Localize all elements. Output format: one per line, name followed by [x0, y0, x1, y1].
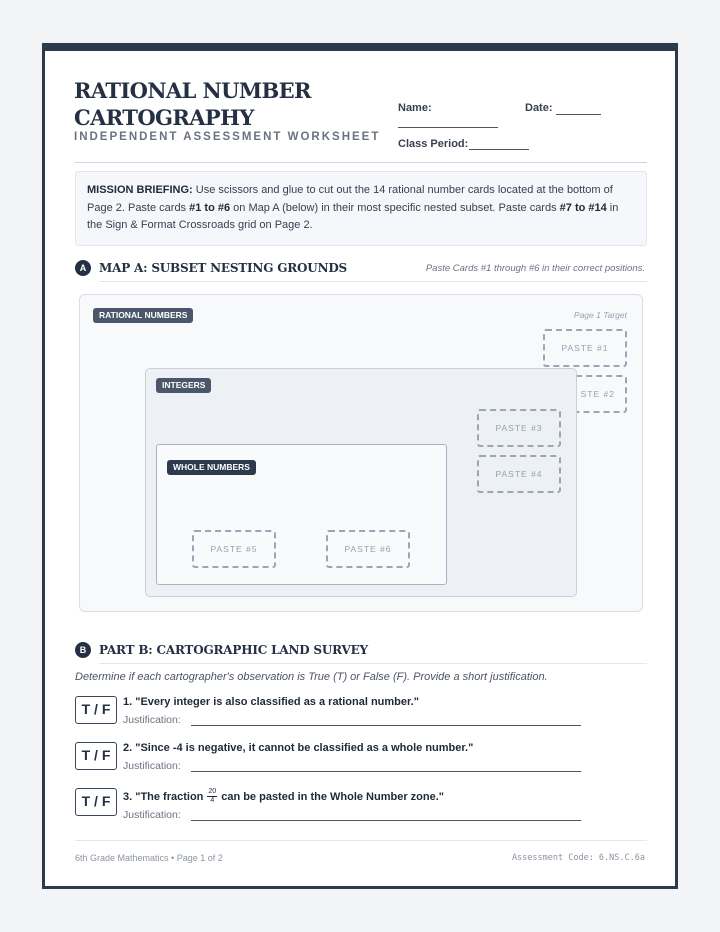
date-label: Date:	[525, 102, 553, 114]
paste-slot-1[interactable]: PASTE #1	[543, 329, 627, 367]
fraction	[207, 788, 217, 805]
tf-box-1[interactable]: T / F	[75, 696, 117, 724]
rational-numbers-tag: RATIONAL NUMBERS	[93, 308, 193, 323]
justification-label-2: Justification:	[123, 760, 181, 772]
section-a-note: Paste Cards #1 through #6 in their correct positions.	[425, 263, 645, 274]
class-period-field[interactable]	[469, 149, 529, 150]
section-a-badge: A	[75, 260, 91, 276]
paste-slot-3[interactable]: PASTE #3	[477, 409, 561, 447]
question-3-text-after: can be pasted in the Whole Number zone."	[221, 790, 445, 803]
paste-slot-6[interactable]: PASTE #6	[326, 530, 410, 568]
briefing-text-2: on Map A (below) in their most specific nested subset. Paste cards	[230, 201, 560, 214]
section-b-badge: B	[75, 642, 91, 658]
whole-numbers-tag: WHOLE NUMBERS	[167, 460, 256, 475]
question-3-text	[123, 788, 444, 805]
mission-briefing	[75, 171, 647, 246]
briefing-text-3: in the Sign & Format Crossroads grid on Page 2.	[87, 201, 619, 231]
justification-label-1: Justification:	[123, 714, 181, 726]
question-3-text-before: 3. "The fraction	[123, 790, 204, 803]
section-a-title: MAP A: SUBSET NESTING GROUNDS	[99, 261, 348, 275]
briefing-range-1: #1 to #6	[189, 201, 231, 214]
justification-field-1[interactable]	[191, 725, 581, 726]
briefing-range-2: #7 to #14	[559, 201, 607, 214]
name-label: Name:	[398, 102, 432, 114]
briefing-lead: MISSION BRIEFING:	[87, 184, 193, 196]
fraction-numerator: 20	[208, 788, 217, 795]
section-b-title: PART B: CARTOGRAPHIC LAND SURVEY	[99, 643, 368, 657]
worksheet-page	[42, 43, 678, 889]
footer-left: 6th Grade Mathematics • Page 1 of 2	[75, 853, 223, 863]
question-1-text: 1. "Every integer is also classified as a rational number."	[123, 696, 419, 708]
footer-right: Assessment Code: 6.NS.C.6a	[511, 853, 645, 863]
page-title: RATIONAL NUMBER CARTOGRAPHY	[74, 78, 311, 130]
page-subtitle: INDEPENDENT ASSESSMENT WORKSHEET	[74, 131, 381, 143]
header-divider	[75, 162, 647, 163]
page-target-note: Page 1 Target	[573, 310, 627, 320]
question-2-text: 2. "Since -4 is negative, it cannot be classified as a whole number."	[123, 742, 474, 754]
fraction-denominator: 4	[210, 797, 215, 804]
name-field[interactable]	[398, 127, 498, 128]
section-b-instructions: Determine if each cartographer's observation is True (T) or False (F). Provide a short justification.	[75, 671, 548, 683]
tf-box-2[interactable]: T / F	[75, 742, 117, 770]
class-period-label: Class Period:	[398, 138, 469, 150]
justification-label-3: Justification:	[123, 809, 181, 821]
date-field[interactable]	[556, 114, 601, 115]
tf-box-3[interactable]: T / F	[75, 788, 117, 816]
footer-divider	[75, 840, 647, 841]
section-a-divider	[99, 281, 647, 282]
integers-tag: INTEGERS	[156, 378, 211, 393]
paste-slot-5[interactable]: PASTE #5	[192, 530, 276, 568]
paste-slot-2[interactable]: STE #2	[543, 375, 627, 413]
section-b-divider	[99, 663, 647, 664]
briefing-text-1: Use scissors and glue to cut out the 14 rational number cards located at the bottom of Page 2. Paste cards	[87, 184, 613, 214]
justification-field-3[interactable]	[191, 820, 581, 821]
paste-slot-4[interactable]: PASTE #4	[477, 455, 561, 493]
justification-field-2[interactable]	[191, 771, 581, 772]
